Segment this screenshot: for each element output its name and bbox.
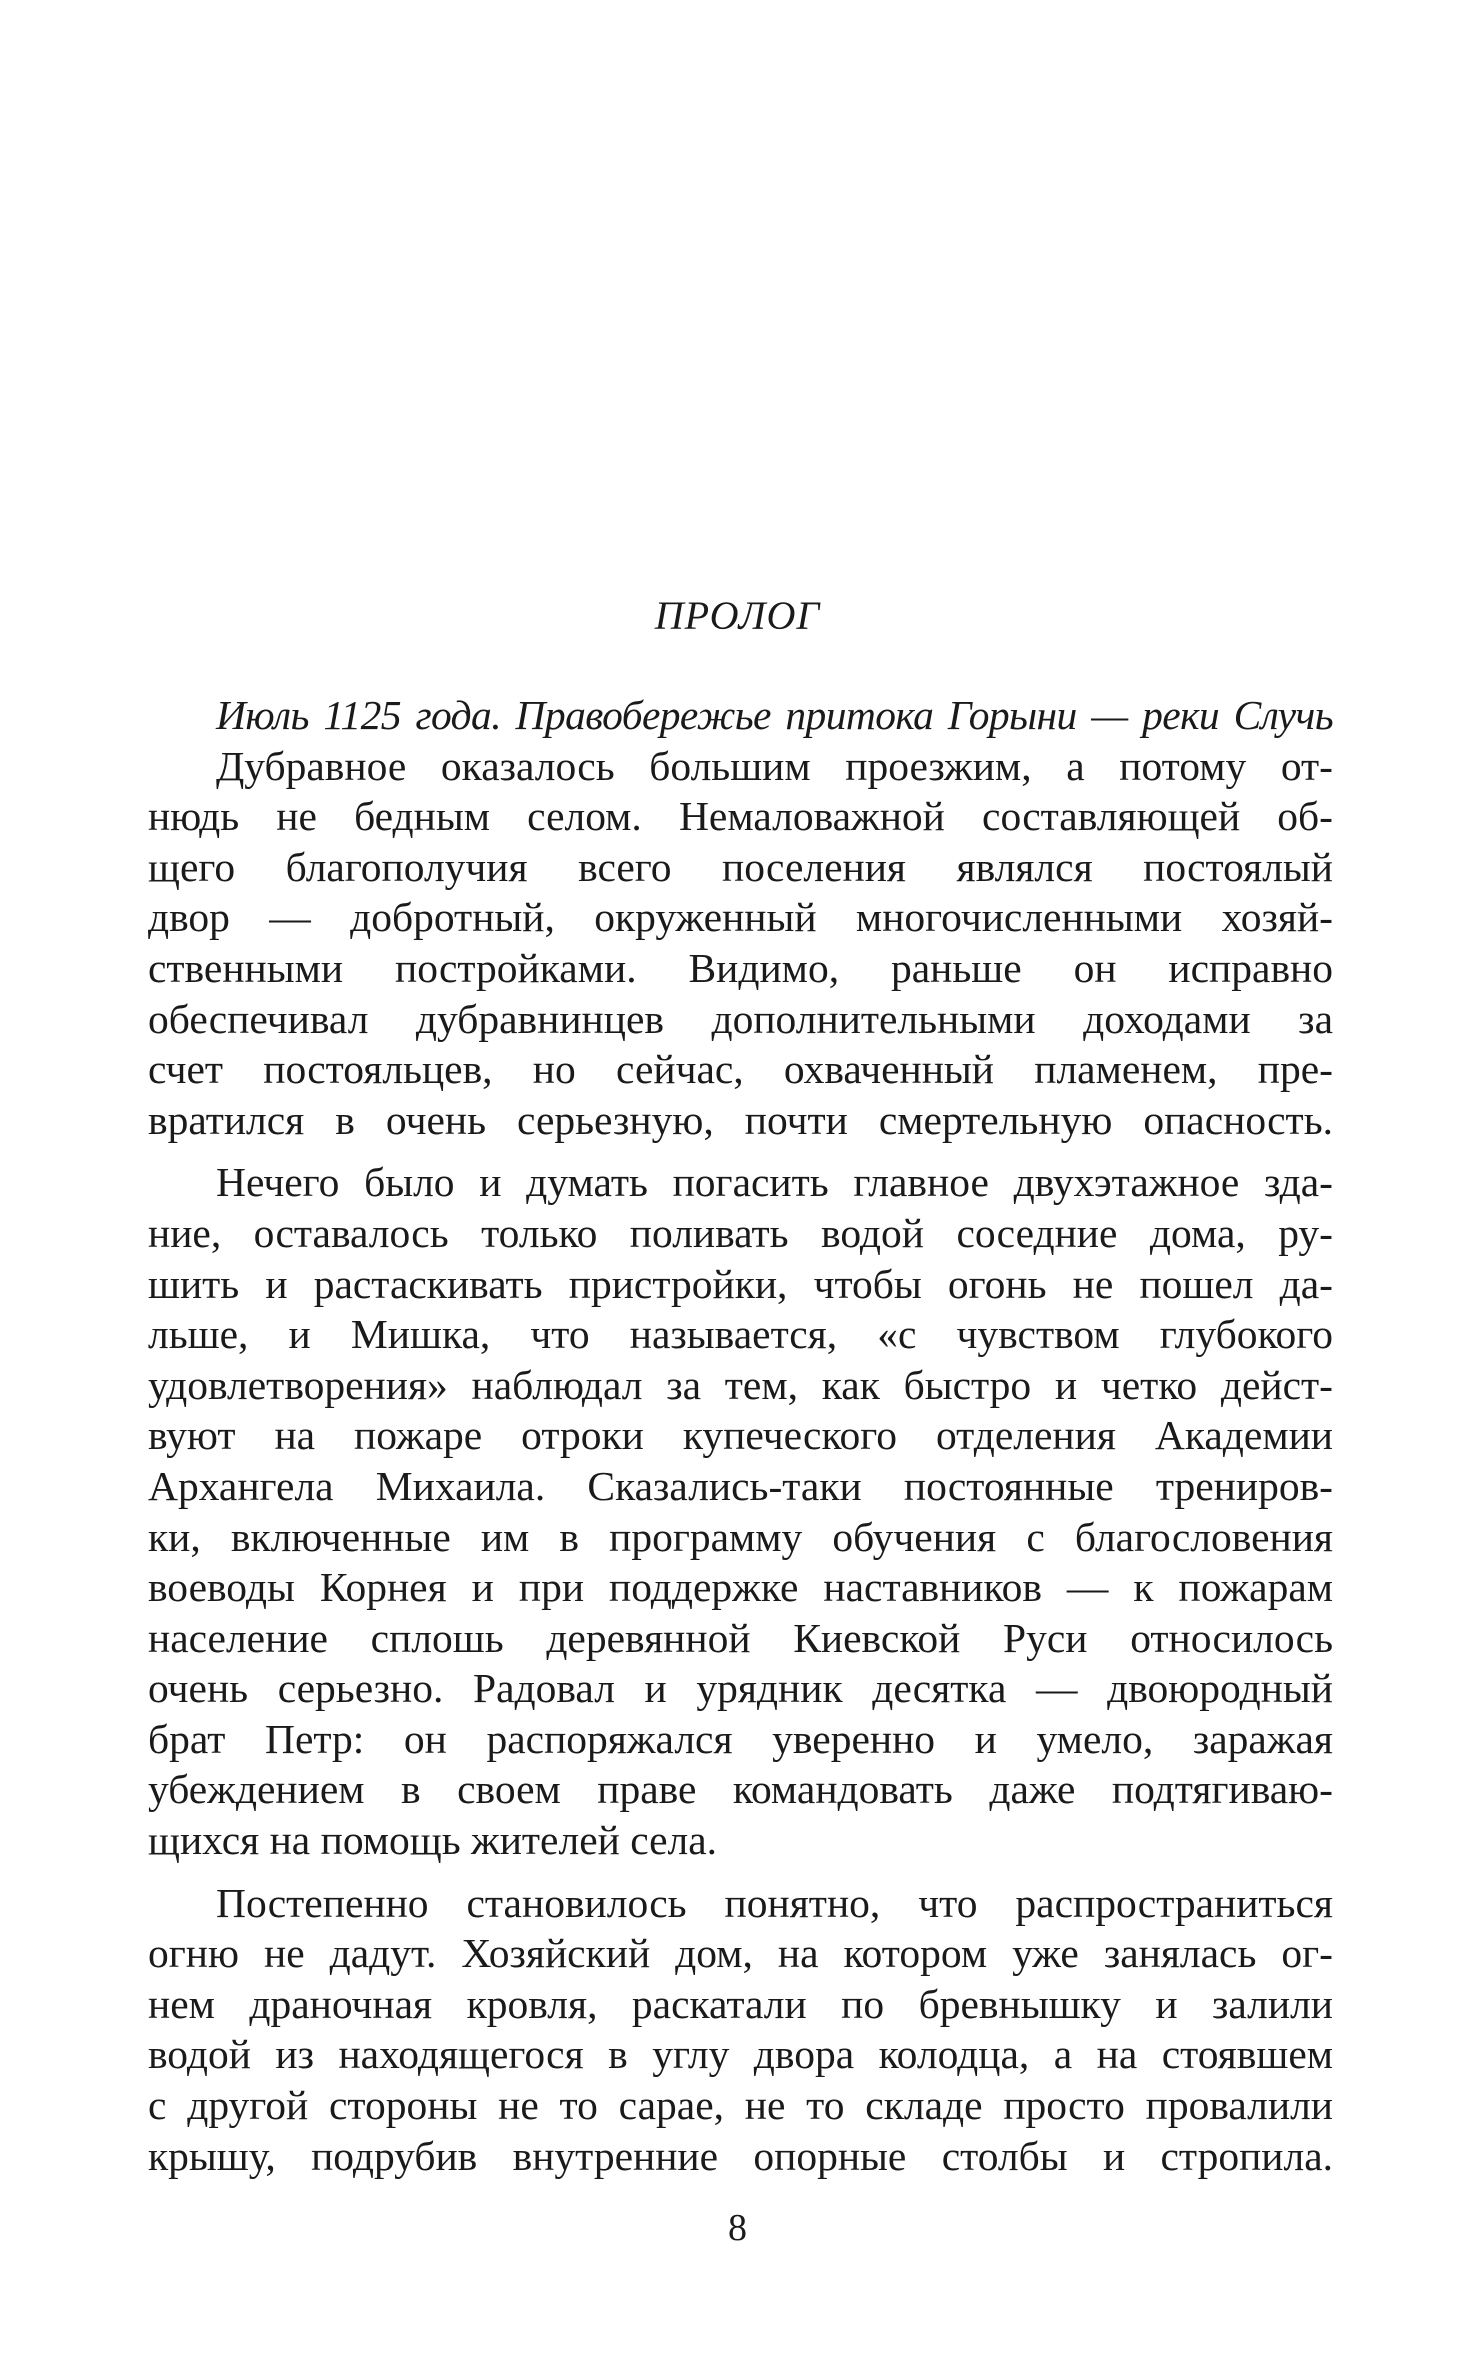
text-line: шить и растаскивать пристройки, чтобы огонь не пошел да- (148, 1260, 1333, 1307)
text-line: Дубравное оказалось большим проезжим, а потому от- (216, 742, 1333, 789)
text-line: щихся на помощь жителей села. (148, 1817, 718, 1864)
text-block (148, 690, 1333, 2181)
text-line: нем драночная кровля, раскатали по бревнышку и залили (148, 1980, 1333, 2027)
text-line: нюдь не бедным селом. Немаловажной составляющей об- (148, 793, 1333, 840)
text-line: ственными постройками. Видимо, раньше он исправно (148, 944, 1333, 991)
text-line: двор — добротный, окруженный многочисленными хозяй- (148, 894, 1333, 941)
text-line: Архангела Михаила. Сказались-таки постоянные трениров- (148, 1462, 1333, 1509)
text-line: Нечего было и думать погасить главное двухэтажное зда- (216, 1159, 1333, 1206)
page-number: 8 (728, 2207, 747, 2249)
text-line: водой из находящегося в углу двора колодца, а на стоявшем (148, 2031, 1333, 2078)
text-line: крышу, подрубив внутренние опорные столбы и стропила. (148, 2132, 1333, 2179)
text-line: очень серьезно. Радовал и урядник десятка — двоюродный (148, 1665, 1333, 1712)
text-line: обеспечивал дубравнинцев дополнительными доходами за (148, 995, 1333, 1042)
text-line: ние, оставалось только поливать водой соседние дома, ру- (148, 1209, 1333, 1256)
chapter-subtitle: Июль 1125 года. Правобережье притока Горыни — реки Случь (216, 692, 1333, 738)
text-line: вуют на пожаре отроки купеческого отделения Академии (148, 1412, 1333, 1459)
text-line: брат Петр: он распоряжался уверенно и умело, заражая (148, 1715, 1333, 1762)
text-line: население сплошь деревянной Киевской Руси относилось (148, 1614, 1333, 1661)
paragraph-1 (148, 741, 1333, 1146)
paragraph-3 (148, 1878, 1333, 2182)
text-line: убеждением в своем праве командовать даже подтягиваю- (148, 1766, 1333, 1813)
text-line: счет постояльцев, но сейчас, охваченный пламенем, пре- (148, 1046, 1333, 1093)
text-line: Постепенно становилось понятно, что распространиться (216, 1879, 1333, 1926)
text-line: воеводы Корнея и при поддержке наставников — к пожарам (148, 1564, 1333, 1611)
chapter-title: ПРОЛОГ (654, 593, 821, 638)
text-line: ки, включенные им в программу обучения с благословения (148, 1513, 1333, 1560)
text-line: вратился в очень серьезную, почти смертельную опасность. (148, 1096, 1333, 1143)
text-line: щего благополучия всего поселения являлся постоялый (148, 843, 1333, 890)
paragraph-2 (148, 1157, 1333, 1865)
text-line: льше, и Мишка, что называется, «с чувством глубокого (148, 1311, 1333, 1358)
text-line: с другой стороны не то сарае, не то складе просто провалили (148, 2082, 1333, 2129)
text-line: удовлетворения» наблюдал за тем, как быстро и четко дейст- (148, 1361, 1333, 1408)
text-line: огню не дадут. Хозяйский дом, на котором уже занялась ог- (148, 1930, 1333, 1977)
